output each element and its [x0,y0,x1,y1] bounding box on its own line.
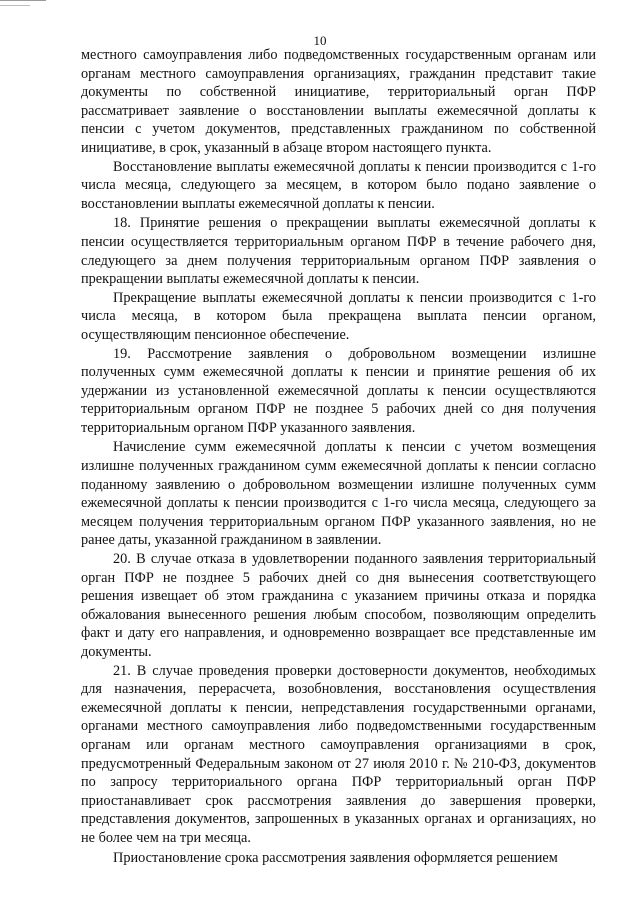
paragraph-item-20: 20. В случае отказа в удовлетворении поданного заявления территориальный орган ПФР не позднее 5 рабочих дней со дня вынесения соответствующего решения извещает об этом гражданина с указанием причины отказа и порядка обжалования вынесенного решения любым способом, позволяющим определить факт и дату его направления, и одновременно возвращает все представленные им документы. [81,551,596,660]
paragraph-accrual-reimbursement: Начисление сумм ежемесячной доплаты к пенсии с учетом возмещения излишне полученных гражданином сумм ежемесячной доплаты к пенсии согласно поданному заявлению о добровольном возмещении излишне полученных сумм ежемесячной доплаты к пенсии производится с 1-го числа месяца, следующего за месяцем получения территориальным органом ПФР указанного заявления, но не ранее даты, указанной гражданином в заявлении. [81,439,596,549]
scan-corner-mark [0,0,46,1]
page-number: 10 [313,33,327,48]
paragraph-termination-start: Прекращение выплаты ежемесячной доплаты к пенсии производится с 1-го числа месяца, в котором была прекращена выплата пенсии органом, осуществляющим пенсионное обеспечение. [81,289,596,343]
paragraph-restoration-start: Восстановление выплаты ежемесячной доплаты к пенсии производится с 1-го числа месяца, следующего за месяцем, в котором было подано заявление о восстановлении выплаты ежемесячной доплаты к пенсии. [81,158,596,212]
paragraph-suspension-decision: Приостановление срока рассмотрения заявления оформляется решением [113,849,558,866]
paragraph-item-21: 21. В случае проведения проверки достоверности документов, необходимых для назначения, перерасчета, возобновления, восстановления осуществления ежемесячной доплаты к пенсии, непредставления государственными органами, органами местного самоуправления либо подведомственными государственным органам или органам местного самоуправления организациями в срок, предусмотренный Федеральным законом от 27 июля 2010 г. № 210-ФЗ, документов по запросу территориального органа ПФР территориальный орган ПФР приостанавливает срок рассмотрения заявления до завершения проверки, представления документов, запрошенных в указанных органах и организациях, но не более чем на три месяца. [81,662,596,846]
paragraph-item-19: 19. Рассмотрение заявления о добровольном возмещении излишне полученных сумм ежемесячной доплаты к пенсии и принятие решения об их удержании из установленной ежемесячной доплаты к пенсии осуществляются территориальным органом ПФР не позднее 5 рабочих дней со дня получения территориальным органом ПФР указанного заявления. [81,345,596,436]
document-body [81,46,596,867]
paragraph-continuation: местного самоуправления либо подведомственных государственным органам или органам местного самоуправления организациях, гражданин представит такие документы по собственной инициативе, территориальный орган ПФР рассматривает заявление о восстановлении выплаты ежемесячной доплаты к пенсии с учетом документов, представленных гражданином по собственной инициативе, в срок, указанный в абзаце втором настоящего пункта. [81,47,596,156]
paragraph-item-18: 18. Принятие решения о прекращении выплаты ежемесячной доплаты к пенсии осуществляется территориальным органом ПФР в течение рабочего дня, следующего за днем получения территориальным органом ПФР заявления о прекращении выплаты ежемесячной доплаты к пенсии. [81,215,596,288]
